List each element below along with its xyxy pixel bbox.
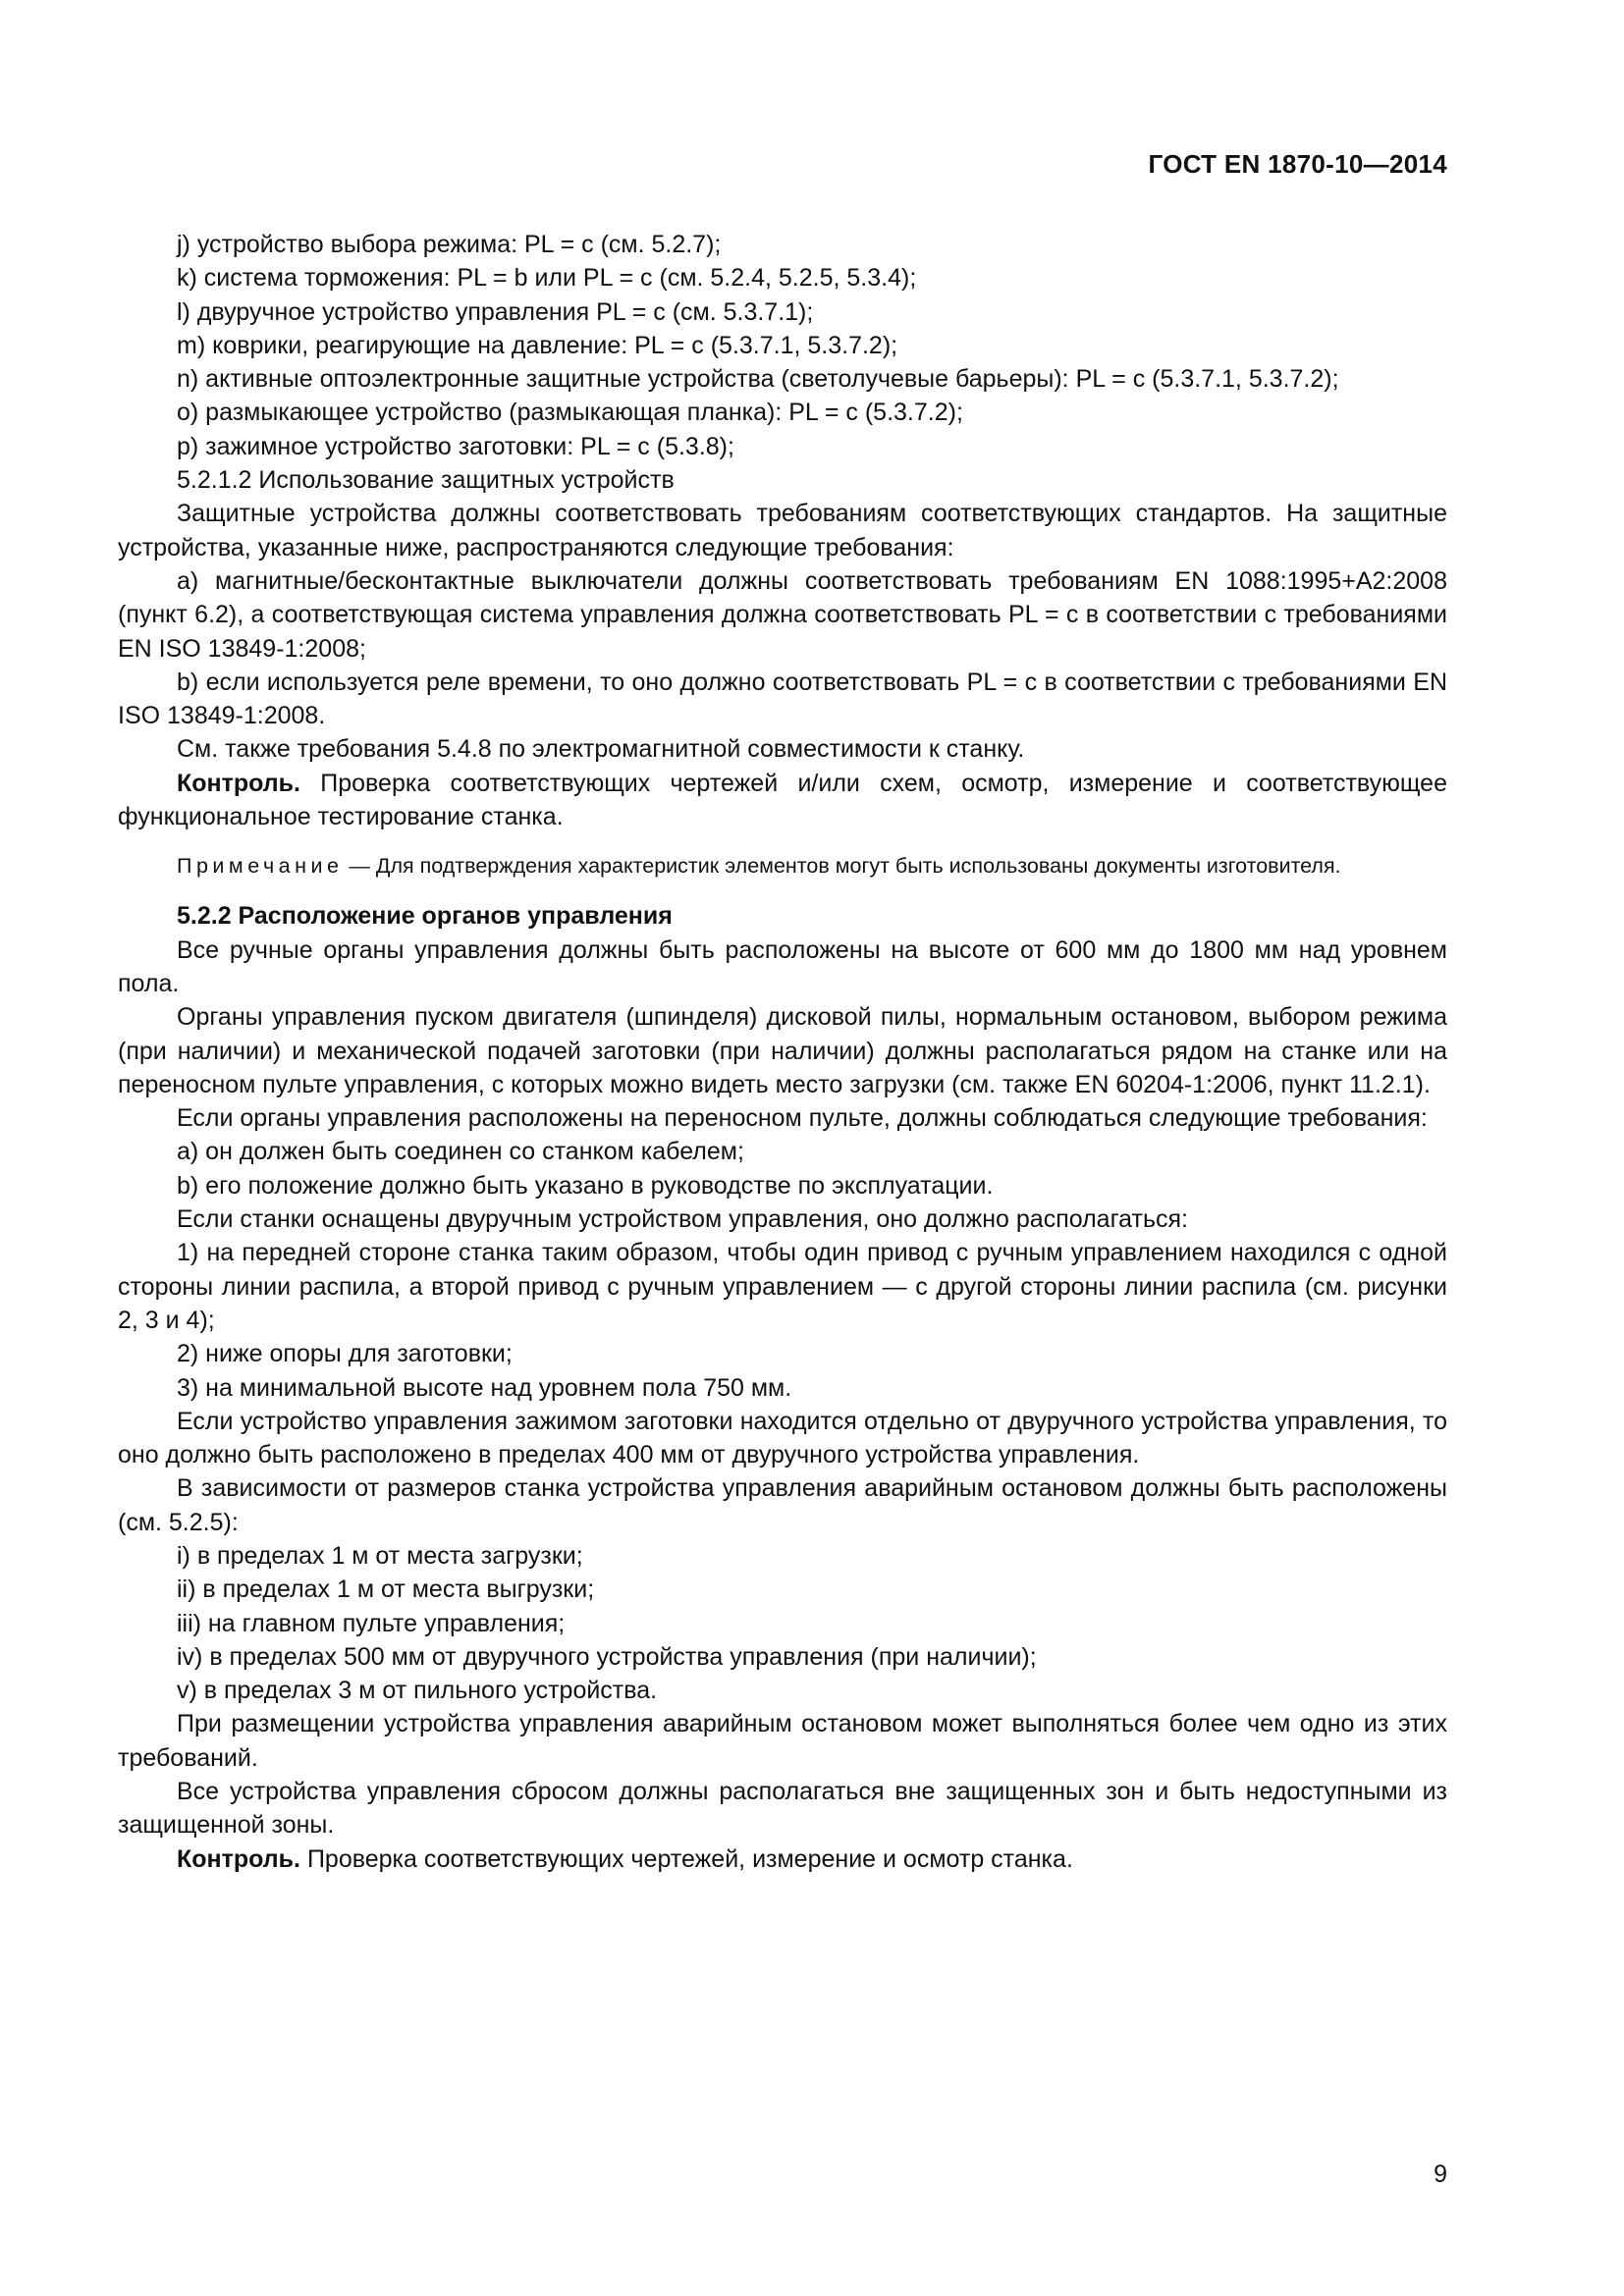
paragraph: Органы управления пуском двигателя (шпинделя) дисковой пилы, нормальным остановом, выбором режима (при наличии) и механической подачей заготовки (при наличии) должны располагаться рядом на станке или на переносном пульте управления, с которых можно видеть место загрузки (см. также EN 60204-1:2006, пункт 11.2.1). (118, 1003, 1447, 1098)
list-item: ii) в пределах 1 м от места выгрузки; (177, 1575, 595, 1604)
list-item: i) в пределах 1 м от места загрузки; (177, 1541, 583, 1570)
list-item: v) в пределах 3 м от пильного устройства. (177, 1677, 658, 1705)
list-item: 1) на передней стороне станка таким образом, чтобы один привод с ручным управлением находился с одной стороны линии распила, а второй привод с ручным управлением — с другой стороны линии распила (см. рисунки 2, 3 и 4); (118, 1239, 1447, 1334)
subsection-heading-5-2-1-2: 5.2.1.2 Использование защитных устройств (177, 466, 675, 495)
note-text: — Для подтверждения характеристик элементов могут быть использованы документы изготовителя. (343, 854, 1341, 879)
list-item: 3) на минимальной высоте над уровнем пола 750 мм. (177, 1373, 792, 1402)
paragraph: В зависимости от размеров станка устройства управления аварийным остановом должны быть расположены (см. 5.2.5): (118, 1474, 1447, 1536)
control-paragraph (118, 1842, 1447, 1876)
section-heading-5-2-2: 5.2.2 Расположение органов управления (177, 902, 673, 931)
paragraph: Если устройство управления зажимом заготовки находится отдельно от двуручного устройства управления, то оно должно быть расположено в пределах 400 мм от двуручного устройства управления. (118, 1407, 1447, 1469)
list-item: b) если используется реле времени, то оно должно соответствовать PL = c в соответствии с требованиями EN ISO 13849-1:2008. (118, 667, 1447, 730)
paragraph: Все ручные органы управления должны быть расположены на высоте от 600 мм до 1800 мм над уровнем пола. (118, 935, 1447, 997)
document-body (118, 228, 1447, 1876)
list-item: b) его положение должно быть указано в руководстве по эксплуатации. (177, 1171, 994, 1200)
list-item: a) он должен быть соединен со станком кабелем; (177, 1138, 744, 1166)
list-item: o) размыкающее устройство (размыкающая планка): PL = c (5.3.7.2); (177, 399, 963, 427)
control-text: Проверка соответствующих чертежей и/или схем, осмотр, измерение и соответствующее функциональное тестирование станка. (118, 769, 1447, 831)
list-item: m) коврики, реагирующие на давление: PL = c (5.3.7.1, 5.3.7.2); (177, 331, 898, 359)
list-item: j) устройство выбора режима: PL = c (см. 5.2.7); (177, 231, 722, 258)
paragraph: Все устройства управления сбросом должны располагаться вне защищенных зон и быть недоступными из защищенной зоны. (118, 1778, 1447, 1840)
list-item: 2) ниже опоры для заготовки; (177, 1340, 513, 1368)
list-item: iv) в пределах 500 мм от двуручного устройства управления (при наличии); (177, 1642, 1037, 1671)
document-code-header: ГОСТ EN 1870-10—2014 (1148, 149, 1447, 179)
list-item: a) магнитные/бесконтактные выключатели должны соответствовать требованиям EN 1088:1995+A2:2008 (пункт 6.2), а соответствующая система управления должна соответствовать PL = c в соответствии с требованиями EN ISO 13849-1:2008; (118, 566, 1447, 663)
paragraph: См. также требования 5.4.8 по электромагнитной совместимости к станку. (177, 735, 1025, 764)
list-item: p) зажимное устройство заготовки: PL = c (5.3.8); (177, 432, 734, 460)
paragraph: Защитные устройства должны соответствовать требованиям соответствующих стандартов. На защитные устройства, указанные ниже, распространяются следующие требования: (118, 500, 1447, 561)
note-paragraph (118, 851, 1447, 881)
paragraph: При размещении устройства управления аварийным остановом может выполняться более чем одно из этих требований. (118, 1710, 1447, 1772)
control-text: Проверка соответствующих чертежей, измерение и осмотр станка. (300, 1844, 1073, 1873)
note-label: Примечание (177, 854, 344, 879)
control-label: Контроль. (177, 1844, 300, 1873)
paragraph: Если органы управления расположены на переносном пульте, должны соблюдаться следующие требования: (177, 1104, 1428, 1133)
list-item: k) система торможения: PL = b или PL = c (см. 5.2.4, 5.2.5, 5.3.4); (177, 264, 917, 293)
list-item: iii) на главном пульте управления; (177, 1609, 566, 1637)
control-paragraph (118, 767, 1447, 834)
list-item: n) активные оптоэлектронные защитные устройства (светолучевые барьеры): PL = c (5.3.7.1, 5.3.7.2); (177, 365, 1339, 394)
list-item: l) двуручное устройство управления PL = c (см. 5.3.7.1); (177, 297, 814, 326)
page-number: 9 (1434, 2161, 1447, 2188)
paragraph: Если станки оснащены двуручным устройством управления, оно должно располагаться: (177, 1205, 1188, 1234)
control-label: Контроль. (177, 769, 300, 797)
